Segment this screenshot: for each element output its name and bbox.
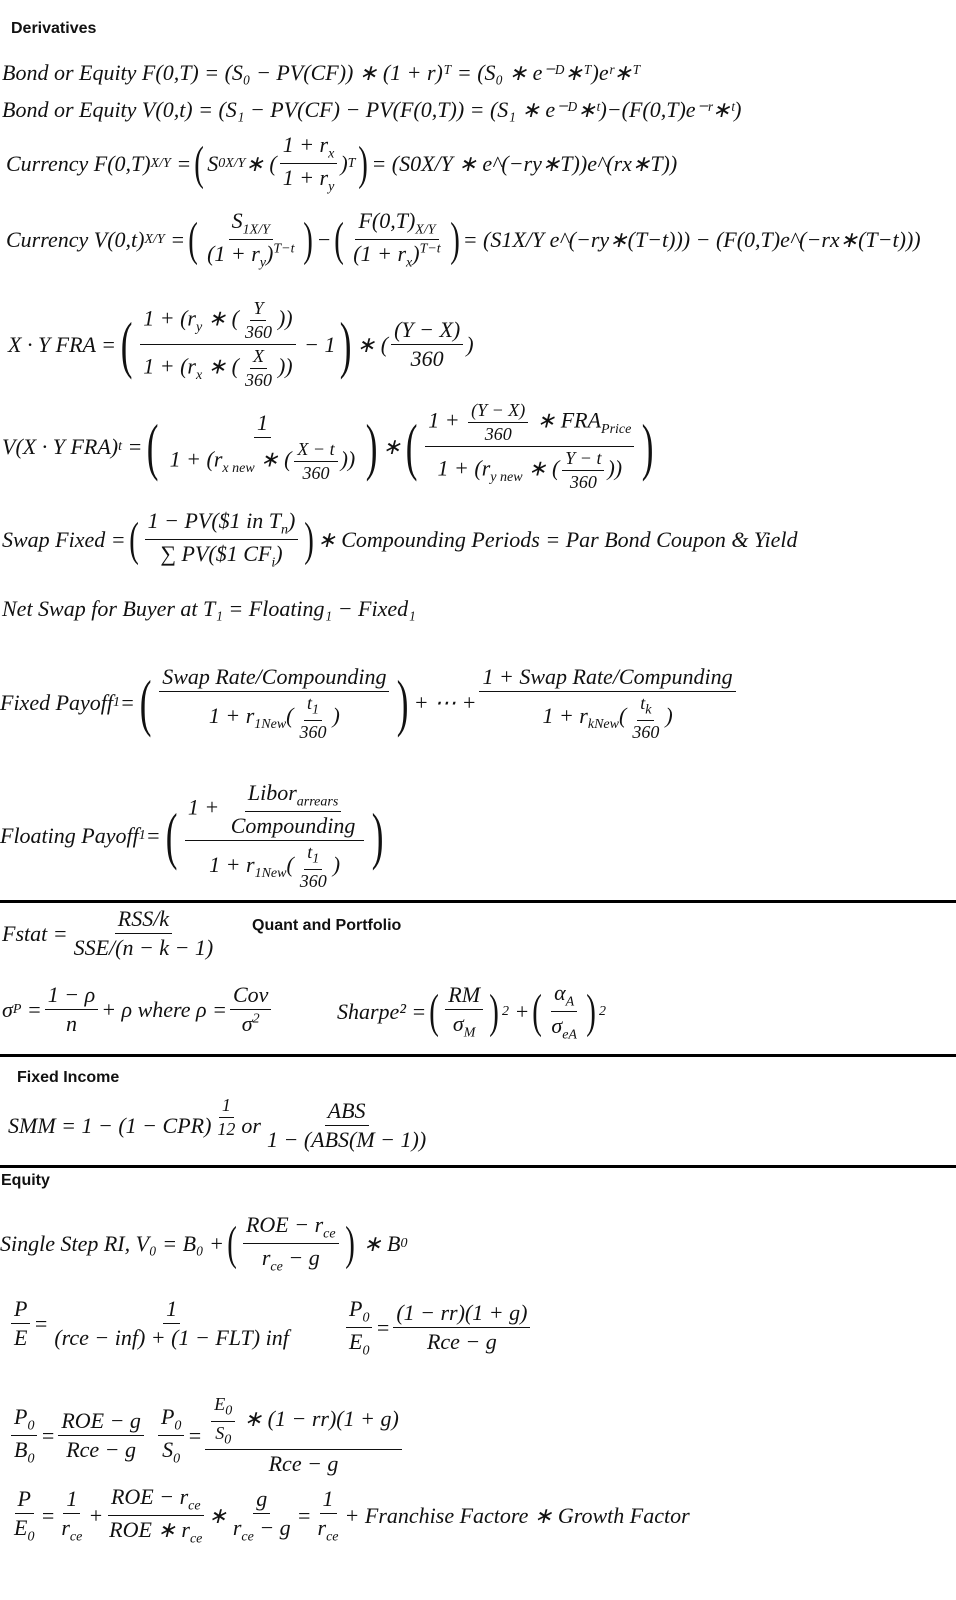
ri-lhs: Single Step RI, V₀ = B₀ + <box>0 1230 224 1256</box>
pe-den: (rce − inf) + (1 − FLT) inf <box>54 1325 289 1350</box>
formula-bond-equity-value: Bond or Equity V(0,t) = (S₁ − PV(CF) − PV(F(0,T)) = (S₁ ∗ e⁻ᴰ∗ᵗ)−(F(0,T)e⁻ʳ∗ᵗ) <box>2 97 742 122</box>
formula-currency-value: Currency V(0,t) X/Y = ( $\frac{S_{1X/Y}}{(1 + r_y)^{T-t}}$ ) − ( $\frac{F(0,T)_{X/Y}}{(1 + r_x)^{T-t}}$ ) = (S1X/Y e^(−ry∗(T−t))) − (F(0,T)e^(−rx∗(T−t))) <box>6 208 921 271</box>
sigma-where: + ρ where ρ = <box>101 996 227 1022</box>
divider-1 <box>0 900 956 903</box>
formula-pe-franchise: $\frac{P}{E_0}$ = $\frac{1}{r_{ce}}$ + $\frac{ROE - r_{ce}}{ROE ∗ r_{ce}}$ ∗ $\frac{g}{r_{ce} - g}$ = $\frac{1}{r_{ce}}$ + Franchise Factore ∗ Growth Factor <box>14 1484 690 1547</box>
formula-smm: SMM = 1 − (1 − CPR) $\frac{1}{12}$ or $\frac{\text{ABS}}{\text{1 − (ABS(M − 1))}}$ <box>8 1098 432 1153</box>
sharpe-lhs: Sharpe² = <box>337 998 427 1024</box>
fixed-payoff-num1: Swap Rate/Compounding <box>159 664 389 692</box>
divider-3 <box>0 1165 956 1168</box>
formula-single-step-ri: Single Step RI, V₀ = B₀ + ( $\frac{ROE - r_{ce}}{r_{ce} - g}$ ) ∗ B 0 <box>0 1212 408 1275</box>
currency-forward-rhs: = (S0X/Y ∗ e^(−ry∗T))e^(rx∗T)) <box>371 150 678 176</box>
formula-currency-forward: Currency F(0,T) X/Y = ( S 0X/Y ∗ ( $\frac{1 + r_x}{1 + r_y}$ ) T ) = (S0X/Y ∗ e^(−ry∗T))e^(rx∗T)) <box>6 132 678 195</box>
floating-payoff-lhs: Floating Payoff <box>0 822 139 848</box>
formula-pb-ps: $\frac{P_0}{B_0}$ = $\frac{\text{ROE − g}}{\text{Rce − g}}$ $\frac{P_0}{S_0}$ = $\frac{E_0}{S_0}$ ∗ (1 − rr)(1 + g) Rce − g <box>8 1394 405 1477</box>
swap-fixed-rhs: ∗ Compounding Periods = Par Bond Coupon & Yield <box>317 526 798 552</box>
currency-value-rhs: = (S1X/Y e^(−ry∗(T−t))) − (F(0,T)e^(−rx∗(T−t))) <box>462 226 921 252</box>
divider-2 <box>0 1054 956 1057</box>
formula-sigma-portfolio: σ P = $\frac{1 - \rho}{n}$ + ρ where ρ = $\frac{\text{Cov}}{\sigma^2}$ <box>2 982 274 1037</box>
formula-fra: X · Y FRA = ( $1 + (r_y$ ∗ ( $\frac{Y}{360}$ )) $1 + (r_x$ ∗ ( $\frac{X}{360}$ )) − 1 ) ∗ ( $\frac{(Y - X)}{360}$ ) <box>8 298 474 390</box>
formula-fixed-payoff: Fixed Payoff 1 = ( Swap Rate/Compounding $1 + r_{1New}$( $\frac{t_1}{360}$ ) ) + ⋯ + 1 + Swap Rate/Compunding $1 + r_{kNew}$( $\frac{t_k}{360}$ ) <box>0 664 739 743</box>
swap-fixed-lhs: Swap Fixed = <box>2 526 126 552</box>
section-title-equity: Equity <box>1 1172 50 1189</box>
smm-lhs: SMM = 1 − (1 − CPR) <box>8 1112 212 1138</box>
formula-fra-value: V(X · Y FRA) t = ( 1 $1 + (r_{x new}$ ∗ ( $\frac{X - t}{360}$ )) ) ∗ ( 1 + $\frac{(Y - X)}{360}$ ∗ $FRA_{Price}$ $1 + (r_{y new}$ ∗ ( $\frac{Y - t}{360}$ )) ) <box>2 400 654 492</box>
currency-forward-lhs: Currency F(0,T) <box>6 150 151 176</box>
section-title-fixed-income: Fixed Income <box>17 1069 120 1086</box>
currency-value-lhs: Currency V(0,t) <box>6 226 145 252</box>
formula-pe-inflation: $\frac{P}{E}$ = $\frac{1}{\text{(rce − inf) + (1 − FLT) inf}}$ <box>8 1296 295 1351</box>
formula-swap-fixed: Swap Fixed = ( $\frac{1 - PV(\$1 in T_n)}{\sum PV(\$1 CF_i)}$ ) ∗ Compounding Periods = Par Bond Coupon & Yield <box>2 508 798 571</box>
section-title-quant-portfolio: Quant and Portfolio <box>252 917 402 934</box>
formula-bond-equity-forward: Bond or Equity F(0,T) = (S₀ − PV(CF)) ∗ (1 + r)ᵀ = (S₀ ∗ e⁻ᴰ∗ᵀ)eʳ∗ᵀ <box>2 60 641 85</box>
fra-value-lhs: V(X · Y FRA) <box>2 433 119 459</box>
section-title-derivatives: Derivatives <box>11 20 97 37</box>
fstat-lhs: Fstat = <box>2 920 68 946</box>
fstat-num: RSS/k <box>115 906 172 934</box>
fixed-payoff-num2: 1 + Swap Rate/Compunding <box>479 664 735 692</box>
smm-or: or <box>241 1112 261 1138</box>
formula-net-swap: Net Swap for Buyer at T₁ = Floating₁ − Fixed₁ <box>2 596 416 621</box>
fstat-den: SSE/(n − k − 1) <box>73 935 214 960</box>
formula-pe-growth: $\frac{P_0}{E_0}$ = $\frac{(1 - rr)(1 + g)}{\text{Rce − g}}$ <box>343 1296 533 1360</box>
formula-fstat <box>2 906 219 961</box>
pe-last: + Franchise Factore ∗ Growth Factor <box>344 1502 690 1528</box>
formula-floating-payoff: Floating Payoff 1 = ( 1 + $\frac{Libor_{arrears}}{\text{Compounding}}$ $1 + r_{1New}$( $\frac{t_1}{360}$ ) ) <box>0 780 384 891</box>
smm-den: 1 − (ABS(M − 1)) <box>266 1127 427 1152</box>
formula-sharpe: Sharpe² = ( $\frac{RM}{\sigma_M}$ ) 2 + ( $\frac{\alpha_A}{\sigma_{eA}}$ ) 2 <box>337 980 606 1043</box>
fra-lhs: X · Y FRA = <box>8 331 116 357</box>
fixed-payoff-lhs: Fixed Payoff <box>0 690 114 716</box>
